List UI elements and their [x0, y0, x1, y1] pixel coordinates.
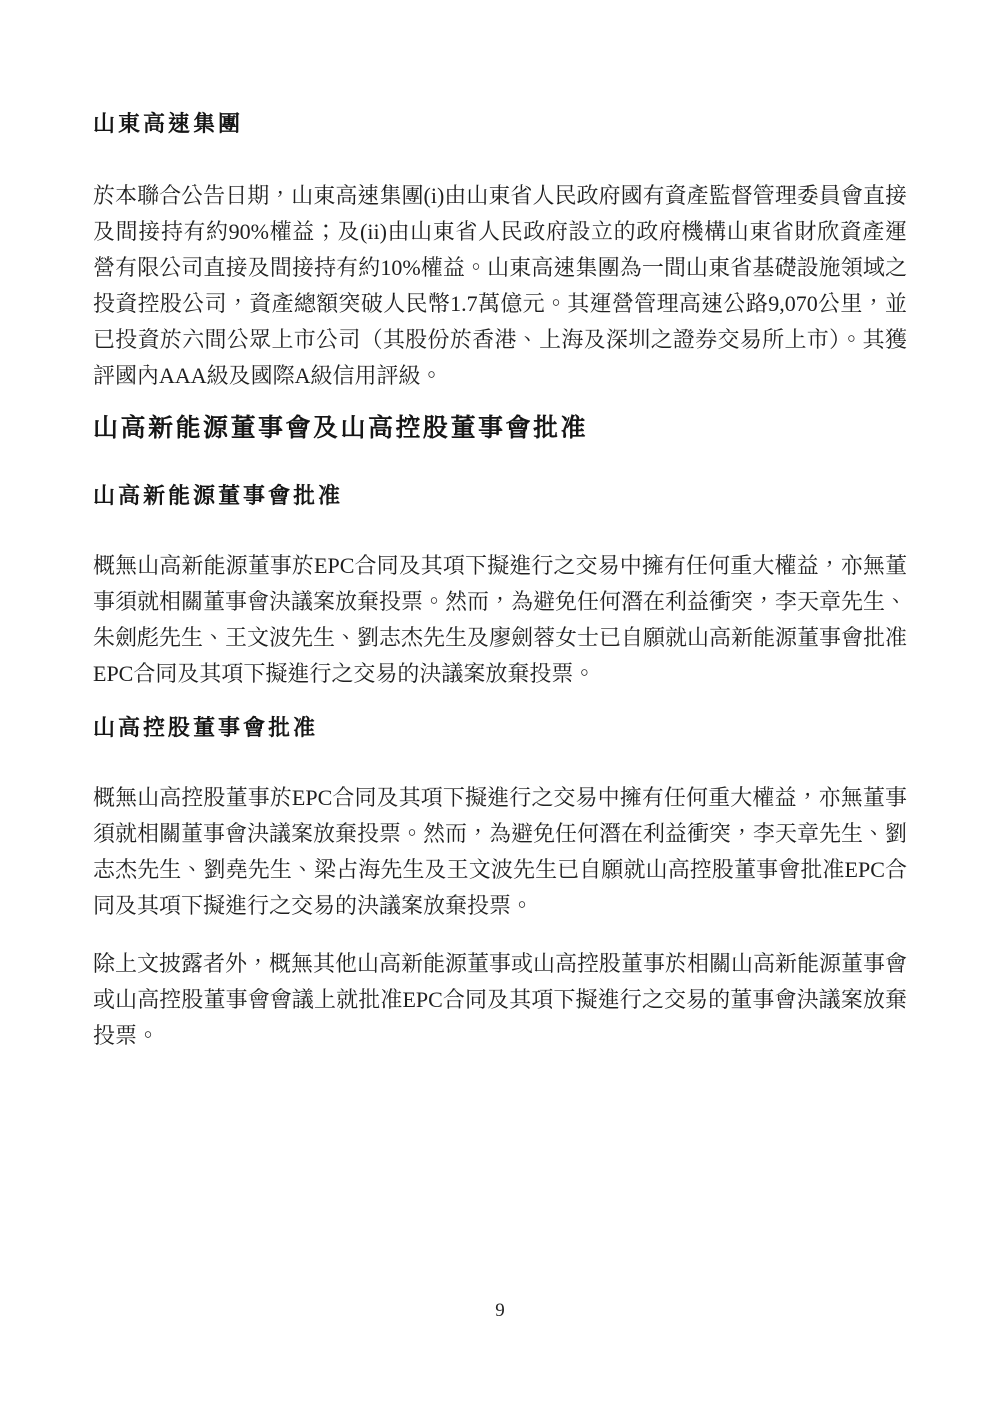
heading-holdings-board-approval: 山高控股董事會批准	[93, 715, 319, 740]
paragraph-new-energy-board-approval: 概無山高新能源董事於EPC合同及其項下擬進行之交易中擁有任何重大權益，亦無董事須就相關董事會決議案放棄投票。然而，為避免任何潛在利益衝突，李天章先生、朱劍彪先生、王文波先生、劉志杰先生及廖劍蓉女士已自願就山高新能源董事會批准EPC合同及其項下擬進行之交易的決議案放棄投票。	[93, 553, 908, 686]
paragraph-holdings-board-approval: 概無山高控股董事於EPC合同及其項下擬進行之交易中擁有任何重大權益，亦無董事須就相關董事會決議案放棄投票。然而，為避免任何潛在利益衝突，李天章先生、劉志杰先生、劉堯先生、梁占海先生及王文波先生已自願就山高控股董事會批准EPC合同及其項下擬進行之交易的決議案放棄投票。	[93, 785, 908, 918]
paragraph-no-other-abstentions: 除上文披露者外，概無其他山高新能源董事或山高控股董事於相關山高新能源董事會或山高控股董事會會議上就批准EPC合同及其項下擬進行之交易的董事會決議案放棄投票。	[93, 951, 908, 1048]
heading-board-approvals: 山高新能源董事會及山高控股董事會批准	[93, 414, 589, 442]
heading-new-energy-board-approval: 山高新能源董事會批准	[93, 483, 344, 508]
page-number: 9	[495, 1300, 505, 1321]
paragraph-shandong-hi-speed-group-description: 於本聯合公告日期，山東高速集團(i)由山東省人民政府國有資產監督管理委員會直接及間接持有約90%權益；及(ii)由山東省人民政府設立的政府機構山東省財欣資產運營有限公司直接及間接持有約10%權益。山東高速集團為一間山東省基礎設施領域之投資控股公司，資產總額突破人民幣1.7萬億元。其運營管理高速公路9,070公里，並已投資於六間公眾上市公司（其股份於香港、上海及深圳之證券交易所上市）。其獲評國內AAA級及國際A級信用評級。	[93, 183, 907, 388]
heading-shandong-hi-speed-group: 山東高速集團	[93, 111, 244, 136]
